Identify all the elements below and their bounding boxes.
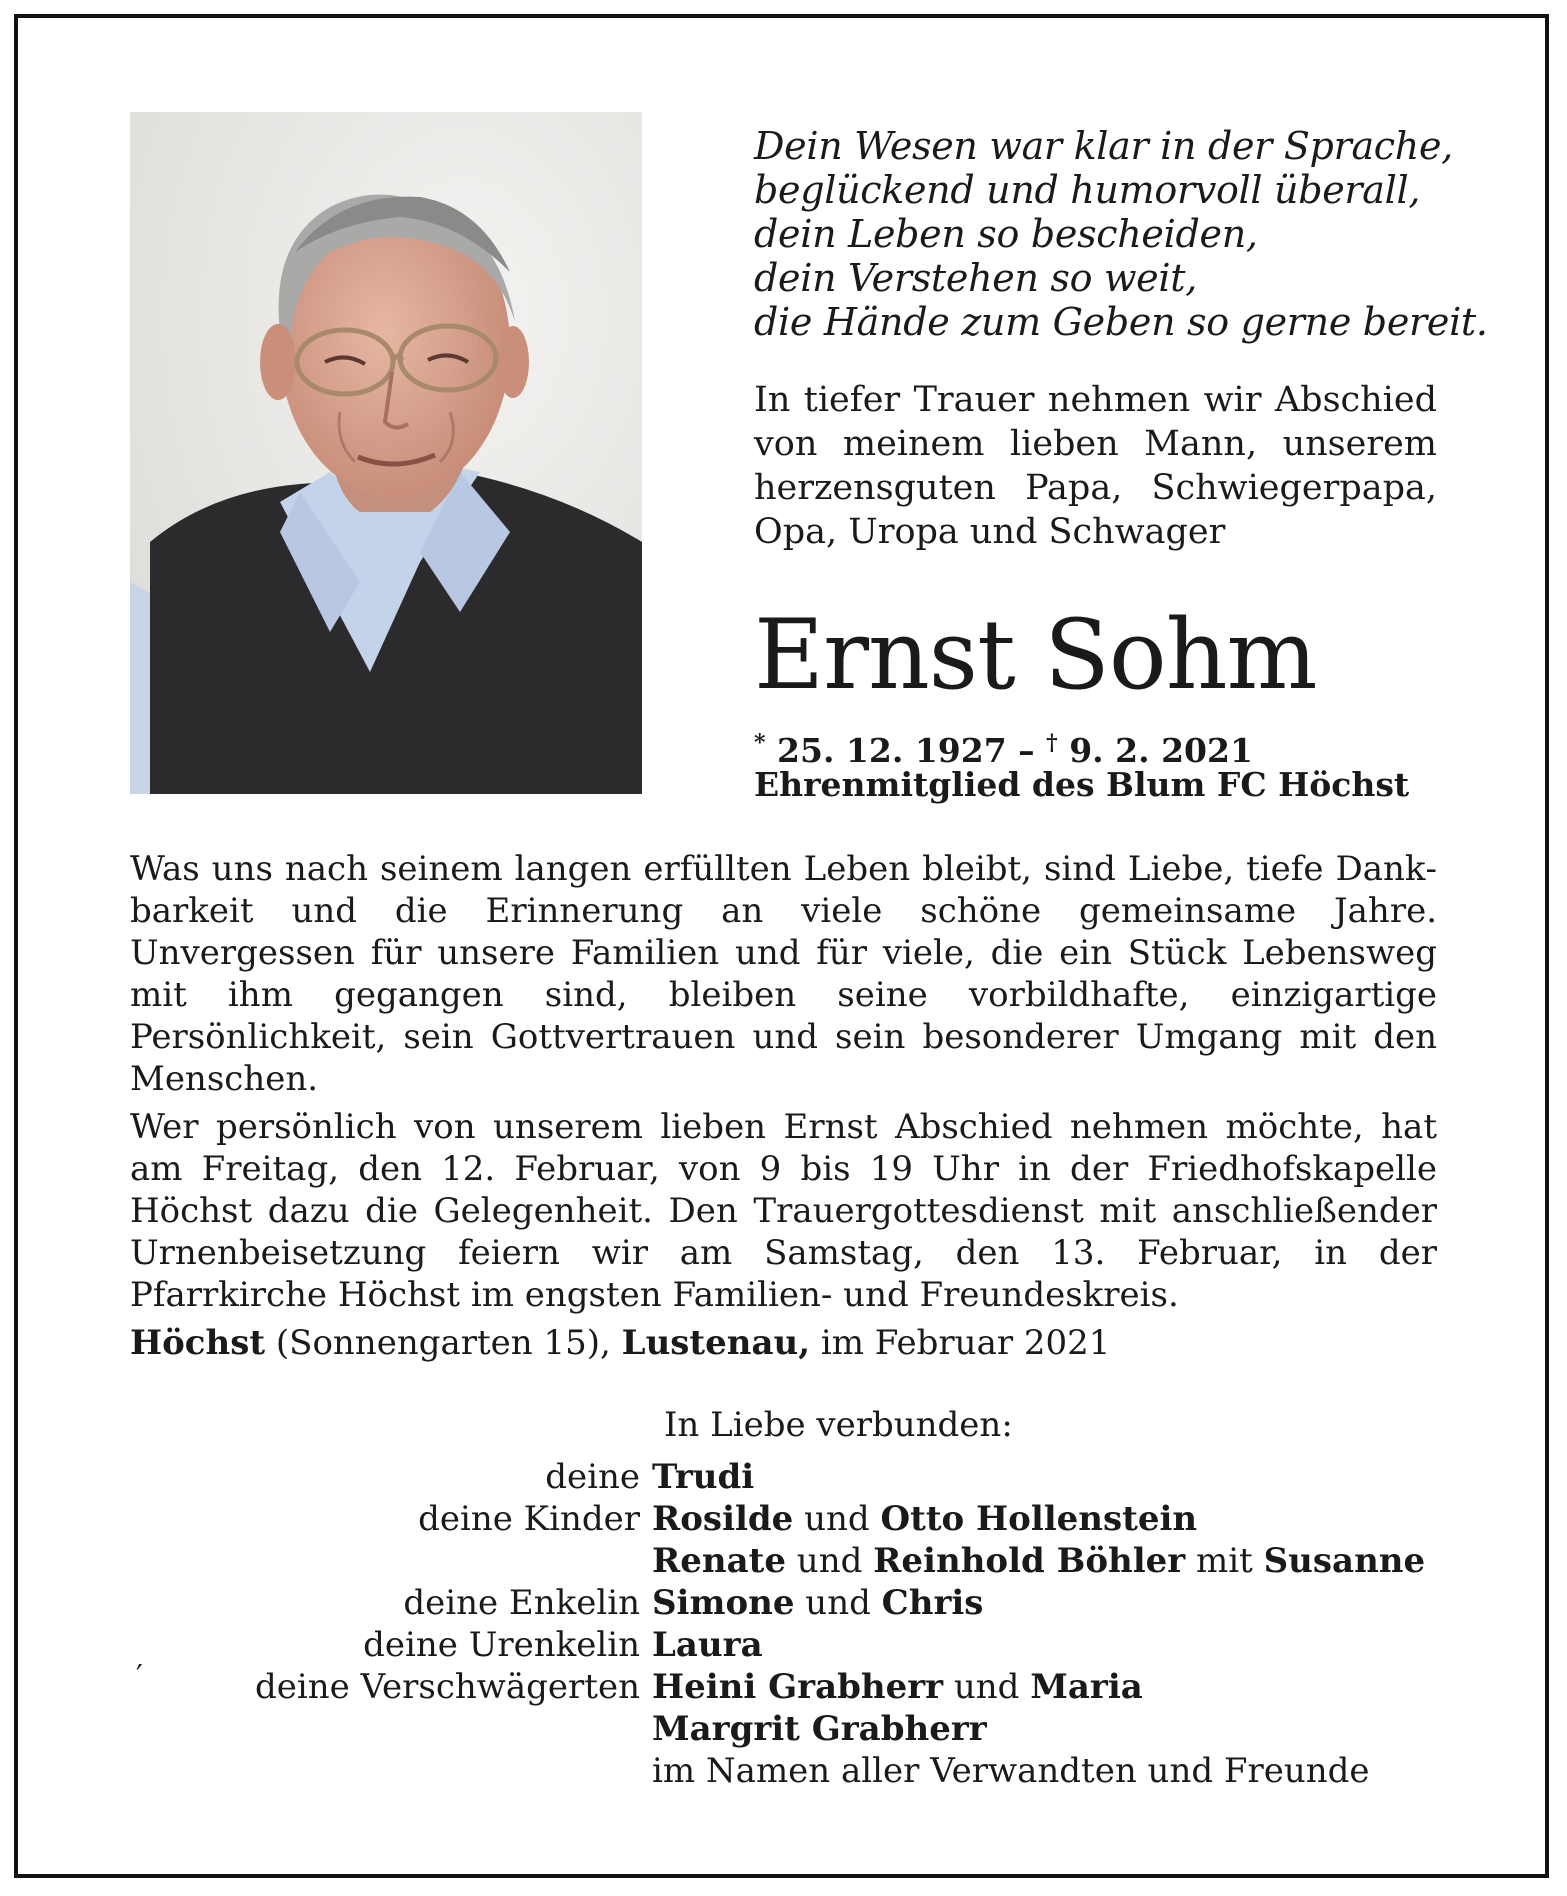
family-row	[130, 1540, 1470, 1582]
memorial-poem	[754, 124, 1488, 344]
family-name: Reinhold Böhler	[873, 1541, 1186, 1581]
death-date: 9. 2. 2021	[1069, 731, 1253, 770]
birth-symbol: *	[754, 730, 766, 756]
family-relation	[130, 1708, 652, 1750]
poem-line: beglückend und humorvoll überall,	[754, 168, 1421, 212]
portrait-photo	[130, 112, 642, 794]
connector: und	[785, 1541, 874, 1581]
family-name: Renate	[652, 1541, 786, 1581]
location-place: Lustenau,	[621, 1323, 811, 1363]
family-name: Rosilde	[652, 1499, 794, 1539]
family-names	[652, 1624, 1470, 1666]
family-row	[130, 1582, 1470, 1624]
family-name: Laura	[652, 1625, 763, 1665]
deceased-name: Ernst Sohm	[754, 599, 1317, 711]
location-address: (Sonnengarten 15),	[265, 1323, 622, 1363]
family-names	[652, 1708, 1470, 1750]
family-names	[652, 1666, 1470, 1708]
honorary-title: Ehrenmitglied des Blum FC Höchst	[754, 765, 1410, 804]
mourning-intro: In tiefer Trauer nehmen wir Abschied von meinem lieben Mann, unserem herzensguten Papa, Schwiegerpapa, Opa, Uropa und Schwager	[754, 380, 1437, 552]
family-names	[652, 1498, 1470, 1540]
connector: mit	[1185, 1541, 1264, 1581]
family-name: Margrit Grabherr	[652, 1709, 987, 1749]
family-relation: deine Enkelin	[403, 1583, 640, 1623]
family-row	[130, 1666, 1470, 1708]
family-row	[130, 1708, 1470, 1750]
obituary-paragraph: Wer persönlich von unserem lieben Ernst Abschied nehmen möchte, hat am Freitag, den 12. Februar, von 9 bis 19 Uhr in der Friedhofskapelle Höchst dazu die Gelegenheit. Den Trauergottesdienst mit anschließender Urnenbeisetzung feiern wir am Samstag, den 13. Februar, in der Pfarrkirche Höchst im engsten Familien- und Freundeskreis.	[130, 1107, 1437, 1315]
death-symbol: †	[1046, 730, 1058, 756]
family-name: Simone	[652, 1583, 795, 1623]
obituary-paragraph: Was uns nach seinem langen erfüllten Leben bleibt, sind Liebe, tiefe Dankbarkeit und die Erinnerung an viele schöne gemeinsame Jahre. Unvergessen für unsere Familien und für viele, die ein Stück Lebensweg mit ihm gegangen sind, bleiben seine vorbildhafte, einzigartige Persönlichkeit, sein Gottvertrauen und sein besonderer Umgang mit den Menschen.	[130, 849, 1437, 1099]
family-name: Susanne	[1263, 1541, 1426, 1581]
family-closing: im Namen aller Verwandten und Freunde	[652, 1751, 1370, 1791]
birth-date: 25. 12. 1927	[777, 731, 1007, 770]
family-row	[130, 1456, 1470, 1498]
obituary-body	[130, 848, 1437, 1322]
family-names	[652, 1540, 1470, 1582]
family-names	[652, 1582, 1470, 1624]
family-row	[130, 1498, 1470, 1540]
date-separator: –	[1018, 731, 1035, 770]
family-row	[130, 1624, 1470, 1666]
connector: und	[794, 1583, 882, 1623]
family-relation: deine Kinder	[418, 1499, 640, 1539]
poem-line: dein Verstehen so weit,	[754, 256, 1197, 300]
family-name: Otto Hollenstein	[880, 1499, 1198, 1539]
family-name: Maria	[1030, 1667, 1143, 1707]
family-name: Trudi	[652, 1457, 755, 1497]
poem-line: die Hände zum Geben so gerne bereit.	[754, 300, 1488, 344]
family-name: Chris	[881, 1583, 984, 1623]
stray-mark: ′	[136, 1659, 143, 1694]
family-relation	[130, 1540, 652, 1582]
family-row	[130, 1750, 1470, 1792]
family-relation	[130, 1750, 652, 1792]
family-relation: deine Verschwägerten	[255, 1667, 640, 1707]
family-names	[652, 1456, 1470, 1498]
poem-line: Dein Wesen war klar in der Sprache,	[754, 124, 1453, 168]
family-relation: deine	[545, 1457, 640, 1497]
connector: und	[793, 1499, 881, 1539]
family-relation: deine Urenkelin	[363, 1625, 640, 1665]
location-date: im Februar 2021	[810, 1323, 1111, 1363]
signoff: In Liebe verbunden:	[664, 1405, 1013, 1445]
connector: und	[943, 1667, 1031, 1707]
poem-line: dein Leben so bescheiden,	[754, 212, 1258, 256]
family-name: Heini Grabherr	[652, 1667, 944, 1707]
location-place: Höchst	[130, 1323, 266, 1363]
family-list	[130, 1456, 1470, 1792]
location-line	[130, 1322, 1110, 1364]
